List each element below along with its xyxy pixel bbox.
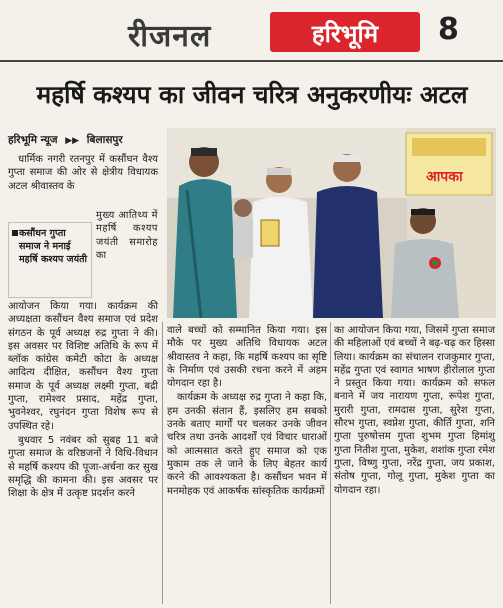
byline-source: हरिभूमि न्यूज [8, 134, 58, 146]
brand-name: हरिभूमि [311, 20, 379, 48]
column-divider [162, 322, 163, 604]
page-number: 8 [438, 12, 459, 47]
article-paragraph: वाले बच्चों को सम्मानित किया गया। इस मौके पर मुख्य अतिथि विधायक अटल श्रीवास्तव ने कहा, कि महर्षि कश्यप का सृष्टि के निर्माण एवं उसकी रचना करने में अहम योगदान रहा है। [167, 325, 327, 390]
article-column-1-bottom [8, 300, 158, 501]
pullquote-text: कसौंधन गुप्ता समाज ने मनाई महर्षि कश्यप जयंती [19, 228, 87, 265]
article-paragraph: का आयोजन किया गया, जिसमें गुप्ता समाज की महिलाओं एवं बच्चों ने बढ़-चढ़ कर हिस्सा लिया। कार्यक्रम का संचालन राजकुमार गुप्ता, महेंद्र गुप्ता एवं स्वागत भाषण हीरोलाल गुप्ता ने प्रस्तुत किया गया। कार्यक्रम को सफल बनाने में जय नारायण गुप्ता, रूपेश गुप्ता, मुरारी गुप्ता, रामदास गुप्ता, सुरेश गुप्ता, सौरभ गुप्ता, स्वप्नेश गुप्ता, कीर्ति गुप्ता, शनि गुप्ता पुरुषोत्तम गुप्ता शुभम गुप्ता हिमांशु गुप्ता नितीश गुप्ता, मुकेश, शशांक गुप्ता रमेश गुप्ता, विष्णु गुप्ता, नरेंद्र गुप्ता, जय प्रकाश, संतोष गुप्ता, गोलू गुप्ता, मुकेश गुप्ता का योगदान रहा। [334, 325, 495, 496]
square-bullet-icon [12, 230, 18, 236]
byline-location: बिलासपुर [86, 134, 123, 146]
event-photo-illustration [167, 128, 496, 318]
article-paragraph: मुख्य आतिथ्य में महर्षि कश्यप जयंती समारोह का [96, 210, 158, 261]
double-arrow-icon: ▶▶ [65, 136, 80, 146]
brand-logo [270, 12, 420, 52]
byline [8, 133, 123, 147]
article-column-2 [167, 324, 327, 499]
article-paragraph: आयोजन किया गया। कार्यक्रम की अध्यक्षता कसौंधन वैश्य समाज एवं प्रदेश संगठन के पूर्व अध्यक्ष रुद्र गुप्ता ने की। इस अवसर पर विशिष्ट अतिथि के रूप में ब्लॉक कांग्रेस कमेटी कोटा के अध्यक्ष आदित्य दीक्षित, कसौंधन वैश्य गुप्ता समाज के पूर्व अध्यक्ष लक्ष्मी गुप्ता, बद्री गुप्ता, रामेश्वर प्रसाद, महेंद्र गुप्ता, भुवनेश्वर, रघुनंदन गुप्ता विशेष रूप से उपस्थित रहे। [8, 301, 158, 432]
banner-text: आपका [426, 169, 463, 185]
masthead [0, 0, 503, 62]
headline: महर्षि कश्यप का जीवन चरित्र अनुकरणीयः अटल [36, 80, 468, 109]
article-paragraph: कार्यक्रम के अध्यक्ष रुद्र गुप्ता ने कहा कि, हम उनकी संतान हैं, इसलिए हम सबको उनके बताए मार्गों पर चलकर उनके जीवन चरित्र तथा उनके आदर्शों एवं विचार धाराओं को आत्मसात करते हुए समाज को एक मुकाम तक ले जाने के लिए बेहतर कार्य करने की आवश्यकता है। कसौंधन भवन में मनमोहक एवं आकर्षक सांस्कृतिक कार्यक्रमों [167, 392, 327, 497]
pullquote-box [8, 222, 92, 298]
article-paragraph: बुधवार 5 नवंबर को सुबह 11 बजे गुप्ता समाज के वरिष्ठजनों ने विधि-विधान से महर्षि कश्यप की पूजा-अर्चना कर सुख समृद्धि की कामना की। इस अवसर पर शिक्षा के क्षेत्र में उत्कृष्ट प्रदर्शन करने [8, 434, 158, 500]
article-column-1-top [8, 153, 158, 194]
event-photo [167, 128, 496, 318]
article-column-3 [334, 324, 495, 498]
article-paragraph: धार्मिक नगरी रतनपुर में कसौंधन वैश्य गुप्ता समाज की ओर से क्षेत्रीय विधायक अटल श्रीवास्तव के [8, 154, 158, 192]
section-label: रीजनल [128, 19, 212, 54]
column-divider [330, 322, 331, 604]
article-column-1-narrow [96, 209, 158, 262]
